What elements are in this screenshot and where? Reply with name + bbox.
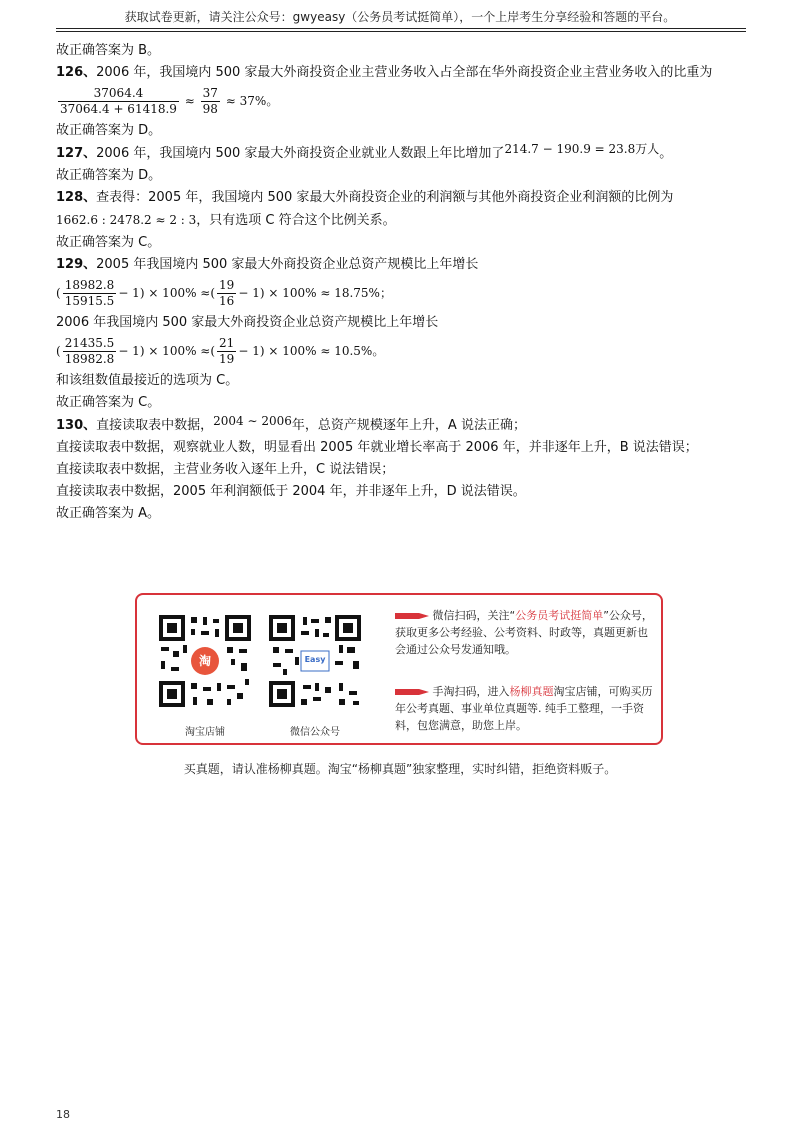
question-number: 126、 [56, 65, 97, 80]
formula-result: − 1) × 100% ≈ 10.5% [238, 344, 373, 358]
fraction [63, 336, 117, 367]
punctuation: ； [379, 286, 392, 300]
header-rule [56, 28, 746, 29]
answer-line: 和该组数值最接近的选项为 C。 [56, 373, 239, 388]
formula-operator: − 1) × 100% ≈( [118, 344, 216, 358]
pointing-hand-icon [395, 611, 429, 621]
taobao-badge: 淘 [198, 654, 211, 668]
question-number: 128、 [56, 190, 97, 205]
page-number: 18 [56, 1108, 70, 1121]
fraction [201, 86, 220, 117]
promo-highlight: 杨柳真题 [509, 685, 554, 698]
pointing-hand-icon [395, 687, 429, 697]
formula-result: − 1) × 100% ≈ 18.75% [238, 286, 380, 300]
fraction-numerator: 21435.5 [64, 336, 115, 350]
question-128 [56, 187, 756, 209]
answer-line: 故正确答案为 D。 [56, 168, 162, 183]
fraction-numerator: 37064.4 [58, 86, 179, 102]
question-130 [56, 414, 756, 437]
fraction-denominator: 18982.8 [64, 352, 115, 366]
promo-box [135, 593, 663, 745]
answer-line: 故正确答案为 C。 [56, 235, 161, 250]
question-127 [56, 142, 756, 165]
answer-line: 故正确答案为 B。 [56, 43, 161, 58]
question-129 [56, 254, 756, 276]
formula-129a [56, 276, 756, 312]
formula-129b [56, 334, 756, 370]
fraction [217, 336, 236, 367]
question-number: 127、 [56, 146, 97, 161]
answer-line: 直接读取表中数据，观察就业人数，明显看出 2005 年就业增长率高于 2006 年，并非逐年上升，B 说法错误； [56, 440, 698, 455]
promo-text: 微信扫码，关注“ [432, 609, 516, 622]
formula-127: 214.7 − 190.9 = 23.8万人 [504, 142, 660, 156]
promo-text-taobao [395, 683, 657, 734]
punctuation: 。 [266, 94, 279, 108]
answer-line: 故正确答案为 D。 [56, 123, 162, 138]
formula-126 [56, 84, 756, 120]
formula-128: 1662.6 : 2478.2 ≈ 2 : 3 [56, 213, 197, 227]
wechat-badge: Easy [304, 655, 326, 664]
question-text: 2006 年，我国境内 500 家最大外商投资企业就业人数跟上年比增加了 [96, 146, 505, 161]
answer-line: 故正确答案为 A。 [56, 506, 161, 521]
question-text: 2006 年我国境内 500 家最大外商投资企业总资产规模比上年增长 [56, 315, 439, 330]
question-text: 2005 年我国境内 500 家最大外商投资企业总资产规模比上年增长 [96, 257, 479, 272]
answer-content [56, 40, 756, 525]
fraction [63, 278, 117, 309]
question-number: 129、 [56, 257, 97, 272]
promo-text-wechat [395, 607, 657, 658]
paren: ( [56, 344, 61, 358]
fraction-numerator: 18982.8 [64, 278, 115, 292]
punctuation: 。 [372, 344, 385, 358]
header-rule [56, 31, 746, 32]
promo-text: 淘宝店铺，可购买历年公考真题、事业单位真题等. 纯手工整理，一手资料，包您满意，助您上岸。 [395, 685, 653, 732]
promo-highlight: 公务员考试挺简单 [515, 609, 604, 622]
formula-result: ≈ 37% [225, 94, 267, 108]
fraction-denominator: 16 [219, 294, 235, 308]
fraction-numerator: 19 [219, 278, 235, 292]
formula-130: 2004 ∼ 2006 [213, 414, 292, 428]
answer-line: 故正确答案为 C。 [56, 395, 161, 410]
question-text: 年，总资产规模逐年上升，A 说法正确； [291, 418, 526, 433]
fraction-denominator: 98 [202, 102, 218, 116]
footer-note: 买真题，请认准杨柳真题。淘宝“杨柳真题”独家整理，实时纠错，拒绝资料贩子。 [183, 762, 617, 776]
wechat-qr-code[interactable] [267, 613, 363, 709]
fraction-denominator: 37064.4 + 61418.9 [60, 102, 177, 116]
fraction-denominator: 15915.5 [64, 294, 115, 308]
promo-text: ”公众号，获取更多公考经验、公考资料、时政等，真题更新也会通过公众号发通知哦。 [395, 609, 653, 656]
taobao-qr-code[interactable] [157, 613, 253, 709]
promo-text: 手淘扫码，进入 [432, 685, 510, 698]
question-text: 2006 年，我国境内 500 家最大外商投资企业主营业务收入占全部在华外商投资企业主营业务收入的比重为 [96, 65, 713, 80]
answer-line: 直接读取表中数据，2005 年利润额低于 2004 年，并非逐年上升，D 说法错误。 [56, 484, 526, 499]
qr-caption: 淘宝店铺 [185, 727, 225, 738]
punctuation: 。 [659, 146, 673, 161]
qr-caption: 微信公众号 [290, 727, 340, 738]
paren: ( [56, 286, 61, 300]
answer-line: 直接读取表中数据，主营业务收入逐年上升，C 说法错误； [56, 462, 395, 477]
question-text: 查表得：2005 年，我国境内 500 家最大外商投资企业的利润额与其他外商投资企业利润额的比例为 [96, 190, 674, 205]
fraction-denominator: 19 [219, 352, 235, 366]
fraction-numerator: 21 [219, 336, 235, 350]
formula-operator: − 1) × 100% ≈( [118, 286, 216, 300]
approx-sign: ≈ [184, 94, 195, 108]
question-126 [56, 62, 756, 84]
formula-128-line [56, 209, 756, 232]
question-text: 直接读取表中数据， [96, 418, 214, 433]
question-number: 130、 [56, 418, 97, 433]
fraction [217, 278, 236, 309]
fraction-numerator: 37 [202, 86, 218, 100]
fraction [58, 86, 179, 117]
header-title: 获取试卷更新，请关注公众号：gwyeasy（公务员考试挺简单），一个上岸考生分享经验和答题的平台。 [124, 10, 676, 24]
question-text: ，只有选项 C 符合这个比例关系。 [196, 213, 396, 228]
